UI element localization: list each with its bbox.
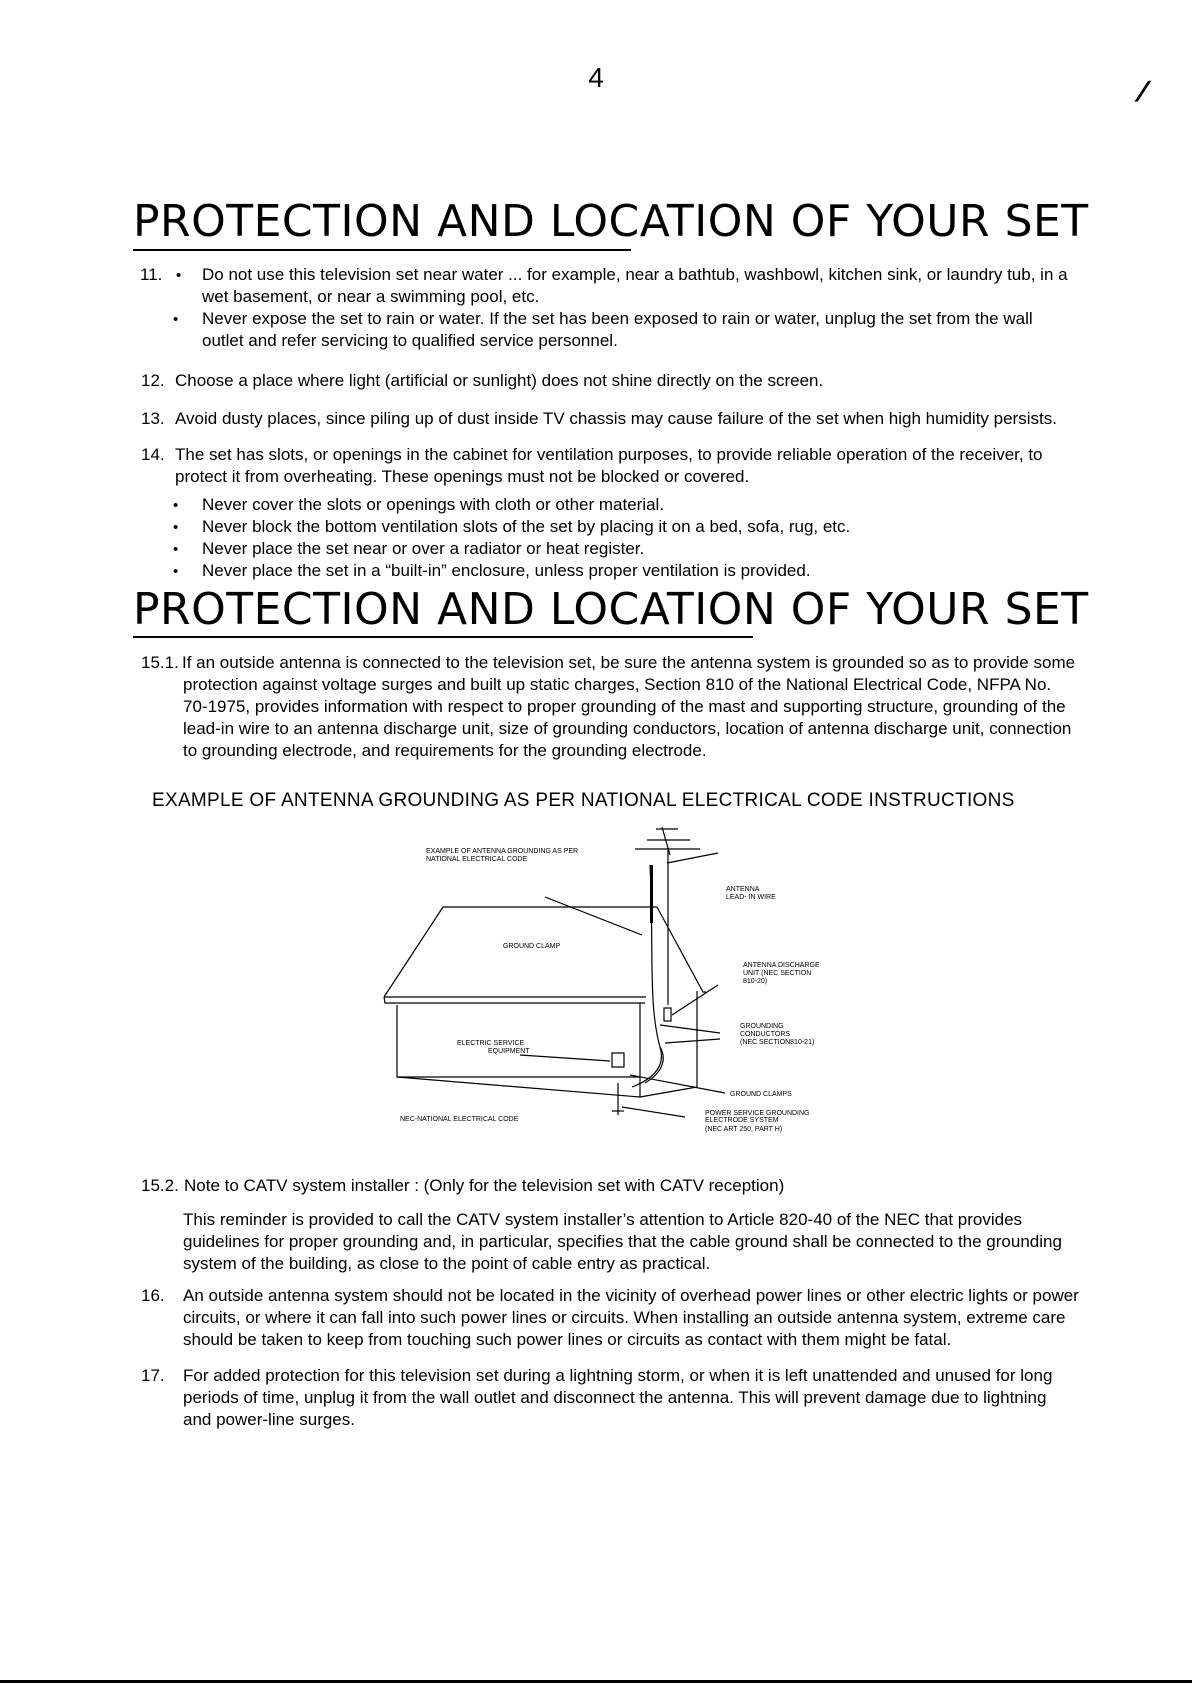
section-title: PROTECTION AND LOCATION OF YOUR SET [133, 196, 1089, 247]
bullet-icon: • [173, 311, 179, 328]
item-text: outlet and refer servicing to qualified service personnel. [202, 331, 618, 350]
item-text: Never cover the slots or openings with cloth or other material. [202, 495, 665, 514]
gable [657, 907, 706, 992]
bullet-icon: • [173, 519, 179, 536]
item-number: 14. [141, 445, 165, 464]
bullet-icon: • [173, 497, 179, 514]
item-text: 70-1975, provides information with respect to proper grounding of the mast and supporting structure, grounding of the [183, 697, 1066, 716]
label-grounding-conductors: GROUNDING [740, 1023, 784, 1030]
item-text: Note to CATV system installer : (Only for the television set with CATV reception) [184, 1176, 785, 1195]
discharge-unit [664, 1008, 671, 1021]
example-heading: EXAMPLE OF ANTENNA GROUNDING AS PER NATIONAL ELECTRICAL CODE INSTRUCTIONS [152, 790, 1015, 811]
bullet-icon: • [173, 541, 179, 558]
antenna-grounding-diagram [360, 825, 860, 1145]
label-antenna: ANTENNA [726, 886, 760, 893]
label-service-equipment: EQUIPMENT [488, 1048, 530, 1055]
item-text: lead-in wire to an antenna discharge unit, size of grounding conductors, location of antenna discharge unit, connection [183, 719, 1072, 738]
item-text: Never expose the set to rain or water. If the set has been exposed to rain or water, unplug the set from the wall [202, 309, 1033, 328]
label-ground-clamps: GROUND CLAMPS [730, 1091, 792, 1098]
label-power-electrode: ELECTRODE SYSTEM [705, 1117, 779, 1124]
diagram-title: NATIONAL ELECTRICAL CODE [426, 856, 528, 863]
item-text: An outside antenna system should not be located in the vicinity of overhead power lines or other electric lights or power [183, 1286, 1079, 1305]
roof-fascia [384, 997, 645, 1003]
item-number: 16. [141, 1286, 165, 1305]
mast-bracket [650, 865, 653, 923]
item-text: Never place the set near or over a radiator or heat register. [202, 539, 645, 558]
side-base [640, 1087, 697, 1097]
item-text: Choose a place where light (artificial or sunlight) does not shine directly on the screen. [175, 371, 824, 390]
leader-line [520, 1055, 610, 1061]
leader-line [545, 897, 642, 935]
item-text: Avoid dusty places, since piling up of dust inside TV chassis may cause failure of the set when high humidity persists. [175, 409, 1057, 428]
diagram-title: EXAMPLE OF ANTENNA GROUNDING AS PER [426, 848, 579, 855]
title-underline [133, 636, 753, 638]
label-nec: NEC-NATIONAL ELECTRICAL CODE [400, 1116, 519, 1123]
antenna-boom [662, 827, 670, 855]
label-grounding-conductors: CONDUCTORS [740, 1031, 791, 1038]
label-power-electrode: POWER SERVICE GROUNDING [705, 1110, 810, 1117]
label-power-electrode: (NEC ART 250, PART H) [705, 1126, 783, 1133]
item-text: If an outside antenna is connected to the television set, be sure the antenna system is grounded so as to provide some [182, 653, 1076, 672]
roof-outline [384, 907, 657, 997]
item-text: Never place the set in a “built-in” enclosure, unless proper ventilation is provided. [202, 561, 811, 580]
item-text: The set has slots, or openings in the cabinet for ventilation purposes, to provide reliable operation of the receiver, to [175, 445, 1043, 464]
item-text: to grounding electrode, and requirements for the grounding electrode. [183, 741, 707, 760]
title-underline [133, 249, 631, 251]
item-text: circuits, or where it can fall into such power lines or circuits. When installing an outside antenna system, extreme care [183, 1308, 1066, 1327]
item-number: 13. [141, 409, 165, 428]
label-service-equipment: ELECTRIC SERVICE [457, 1040, 525, 1047]
label-discharge-unit: ANTENNA DISCHARGE [743, 962, 820, 969]
item-number: 11. [140, 265, 163, 284]
label-discharge-unit: 810-20) [743, 978, 768, 985]
item-text: Never block the bottom ventilation slots of the set by placing it on a bed, sofa, rug, etc. [202, 517, 851, 536]
label-antenna: LEAD- IN WIRE [726, 894, 776, 901]
section-title-2: PROTECTION AND LOCATION OF YOUR SET [133, 584, 1089, 635]
bullet-icon: • [176, 267, 182, 284]
leader-line [667, 853, 718, 863]
item-text: protect it from overheating. These openings must not be blocked or covered. [175, 467, 750, 486]
corner-mark: / [1133, 76, 1151, 107]
leader-line [672, 985, 718, 1015]
label-ground-clamp: GROUND CLAMP [503, 943, 561, 950]
item-text: periods of time, unplug it from the wall outlet and disconnect the antenna. This will prevent damage due to lightning [183, 1388, 1047, 1407]
ground-line [397, 1077, 640, 1097]
item-number: 17. [141, 1366, 165, 1385]
leader-line [622, 1107, 685, 1117]
label-discharge-unit: UNIT (NEC SECTION [743, 970, 812, 977]
leader-line [665, 1039, 720, 1043]
item-number: 15.1. [141, 653, 179, 672]
item-text: Do not use this television set near water ... for example, near a bathtub, washbowl, kitchen sink, or laundry tub, in a [202, 265, 1068, 284]
bullet-icon: • [173, 563, 179, 580]
item-text: For added protection for this television set during a lightning storm, or when it is left unattended and unused for long [183, 1366, 1053, 1385]
item-text: and power-line surges. [183, 1410, 355, 1429]
item-text: should be taken to keep from touching such power lines or circuits as contact with them might be fatal. [183, 1330, 952, 1349]
item-text: This reminder is provided to call the CATV system installer’s attention to Article 820-40 of the NEC that provides [183, 1210, 1023, 1229]
item-text: system of the building, as close to the point of cable entry as practical. [183, 1254, 711, 1273]
service-box [612, 1053, 624, 1067]
label-grounding-conductors: (NEC SECTION810-21) [740, 1039, 815, 1046]
page-number: 4 [588, 62, 604, 93]
item-number: 12. [141, 371, 165, 390]
leader-line [660, 1025, 720, 1033]
lead-in-wire [632, 865, 662, 1087]
page-bottom-border [0, 1680, 1192, 1683]
item-text: protection against voltage surges and built up static charges, Section 810 of the National Electrical Code, NFPA No. [183, 675, 1052, 694]
item-number: 15.2. [141, 1176, 179, 1195]
item-text: guidelines for proper grounding and, in particular, specifies that the cable ground shall be connected to the grounding [183, 1232, 1062, 1251]
item-text: wet basement, or near a swimming pool, etc. [202, 287, 540, 306]
